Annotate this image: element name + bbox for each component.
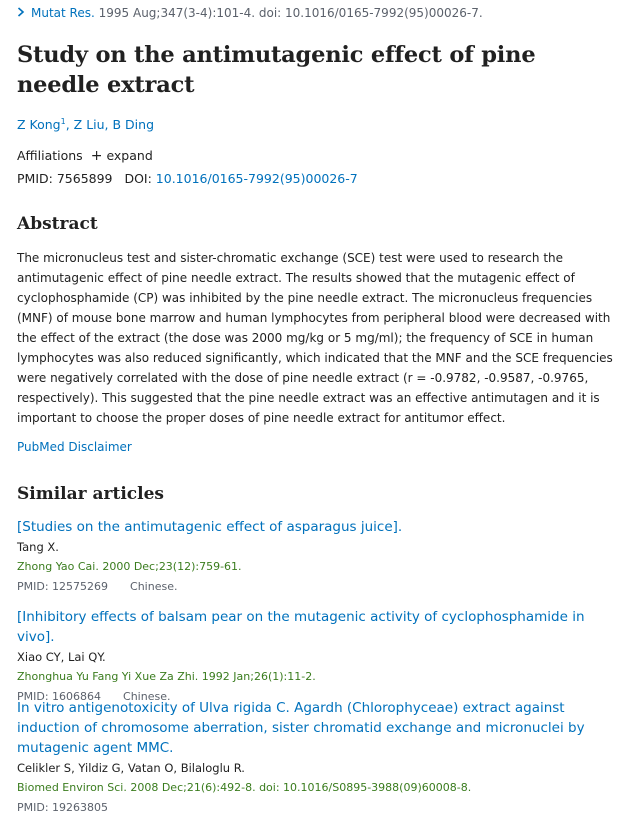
- similar-article-journal: Zhong Yao Cai. 2000 Dec;23(12):759-61.: [17, 560, 242, 573]
- chevron-right-icon[interactable]: [17, 6, 27, 20]
- similar-article-authors: Celikler S, Yildiz G, Vatan O, Bilaloglu R.: [17, 761, 245, 775]
- page-title: Study on the antimutagenic effect of pine needle extract: [17, 42, 536, 98]
- similar-article-authors: Xiao CY, Lai QY.: [17, 650, 106, 664]
- similar-article: [17, 517, 621, 597]
- similar-article-pmid-row: [17, 577, 621, 597]
- doi-label: DOI:: [124, 171, 152, 186]
- pubmed-disclaimer-link[interactable]: PubMed Disclaimer: [17, 440, 132, 454]
- pmid-value: 7565899: [56, 171, 113, 186]
- identifiers-row: [17, 171, 358, 186]
- journal-link[interactable]: Mutat Res.: [31, 6, 95, 20]
- author-list: [17, 117, 154, 132]
- expand-button[interactable]: expand: [106, 148, 153, 163]
- similar-article-authors: Tang X.: [17, 540, 59, 554]
- similar-article-pmid: PMID: 1606864: [17, 690, 102, 703]
- similar-article-journal: Zhonghua Yu Fang Yi Xue Za Zhi. 1992 Jan;26(1):11-2.: [17, 670, 316, 683]
- doi-link[interactable]: 10.1016/0165-7992(95)00026-7: [155, 171, 358, 186]
- plus-icon[interactable]: +: [90, 148, 103, 164]
- similar-article-title-link[interactable]: [Studies on the antimutagenic effect of asparagus juice].: [17, 519, 403, 535]
- similar-article-title-link[interactable]: In vitro antigenotoxicity of Ulva rigida C. Agardh (Chlorophyceae) extract against induction of chromosome aberration, sister chromatid exchange and micronuclei by mutagenic agent MMC.: [17, 700, 585, 756]
- similar-article-language: Chinese.: [130, 580, 178, 593]
- similar-article-pmid: PMID: 19263805: [17, 801, 109, 814]
- similar-article: [17, 698, 621, 818]
- affiliation-marker[interactable]: 1: [60, 117, 66, 126]
- similar-article: [17, 607, 621, 707]
- abstract-text: The micronucleus test and sister-chromatic exchange (SCE) test were used to research the antimutagenic effect of pine needle extract. The results showed that the mutagenic effect of cyclophosphamide (CP) was inhibited by the pine needle extract. The micronucleus frequencies (MNF) of mouse bone marrow and human lymphocytes from peripheral blood were decreased with the effect of the extract (the dose was 2000 mg/kg or 5 mg/ml); the frequency of SCE in human lymphocytes was also reduced significantly, which indicated that the MNF and the SCE frequencies were negatively correlated with the dose of pine needle extract (r = -0.9782, -0.9587, -0.9765, respectively). This suggested that the pine needle extract was an effective antimutagen and it is important to choose the proper doses of pine needle extract for antitumor effect.: [17, 251, 613, 425]
- similar-article-title-link[interactable]: [Inhibitory effects of balsam pear on the mutagenic activity of cyclophosphamide in vivo].: [17, 609, 585, 645]
- abstract-heading: Abstract: [17, 214, 98, 234]
- affiliations-label: Affiliations: [17, 148, 83, 163]
- affiliations-row: [17, 148, 153, 164]
- similar-article-pmid: PMID: 12575269: [17, 580, 109, 593]
- citation-details: 1995 Aug;347(3-4):101-4. doi: 10.1016/0165-7992(95)00026-7.: [98, 6, 483, 20]
- similar-article-language: Chinese.: [123, 690, 171, 703]
- citation-line: [17, 6, 483, 20]
- author-link[interactable]: , Z Liu, B Ding: [65, 117, 155, 133]
- similar-article-pmid-row: [17, 798, 621, 818]
- similar-articles-heading: Similar articles: [17, 484, 165, 504]
- similar-article-journal: Biomed Environ Sci. 2008 Dec;21(6):492-8. doi: 10.1016/S0895-3988(09)60008-8.: [17, 781, 472, 794]
- author-link[interactable]: Z Kong: [17, 117, 61, 133]
- pmid-label: PMID:: [17, 171, 53, 186]
